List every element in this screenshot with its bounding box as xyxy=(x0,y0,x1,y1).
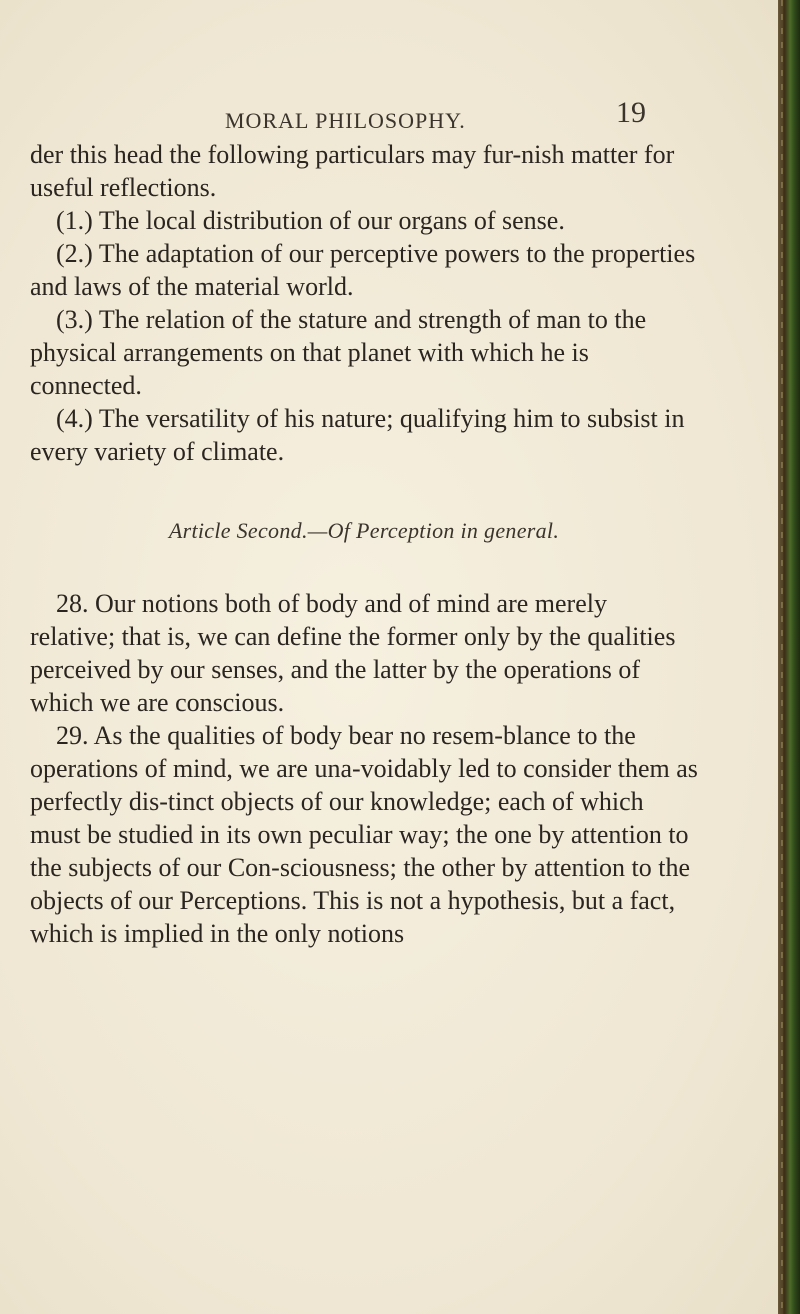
paragraph-continuation: der this head the following particulars may fur-nish matter for useful reflections. xyxy=(30,140,675,202)
list-item-4: (4.) The versatility of his nature; qualifying him to subsist in every variety of climate. xyxy=(30,404,685,466)
page-header xyxy=(0,96,780,136)
list-item-1: (1.) The local distribution of our organs of sense. xyxy=(56,206,565,235)
list-item-3: (3.) The relation of the stature and strength of man to the physical arrangements on that planet with which he is connected. xyxy=(30,305,647,400)
book-spine-edge xyxy=(778,0,800,1314)
paragraph-28: 28. Our notions both of body and of mind are merely relative; that is, we can define the former only by the qualities perceived by our senses, and the latter by the operations of which we are conscious. xyxy=(30,589,676,717)
list-item-2: (2.) The adaptation of our perceptive powers to the properties and laws of the material world. xyxy=(30,239,696,301)
running-title: MORAL PHILOSOPHY. xyxy=(225,108,466,133)
article-heading: Article Second.—Of Perception in general. xyxy=(168,518,560,543)
paragraph-29: 29. As the qualities of body bear no resem-blance to the operations of mind, we are una-voidably led to consider them as perfectly dis-tinct objects of our knowledge; each of which must be studied in its own peculiar way; the one by attention to the subjects of our Con-sciousness; the other by attention to the objects of our Perceptions. This is not a hypothesis, but a fact, which is implied in the only notions xyxy=(30,721,698,948)
page-number: 19 xyxy=(616,96,646,129)
page-body xyxy=(30,138,698,950)
